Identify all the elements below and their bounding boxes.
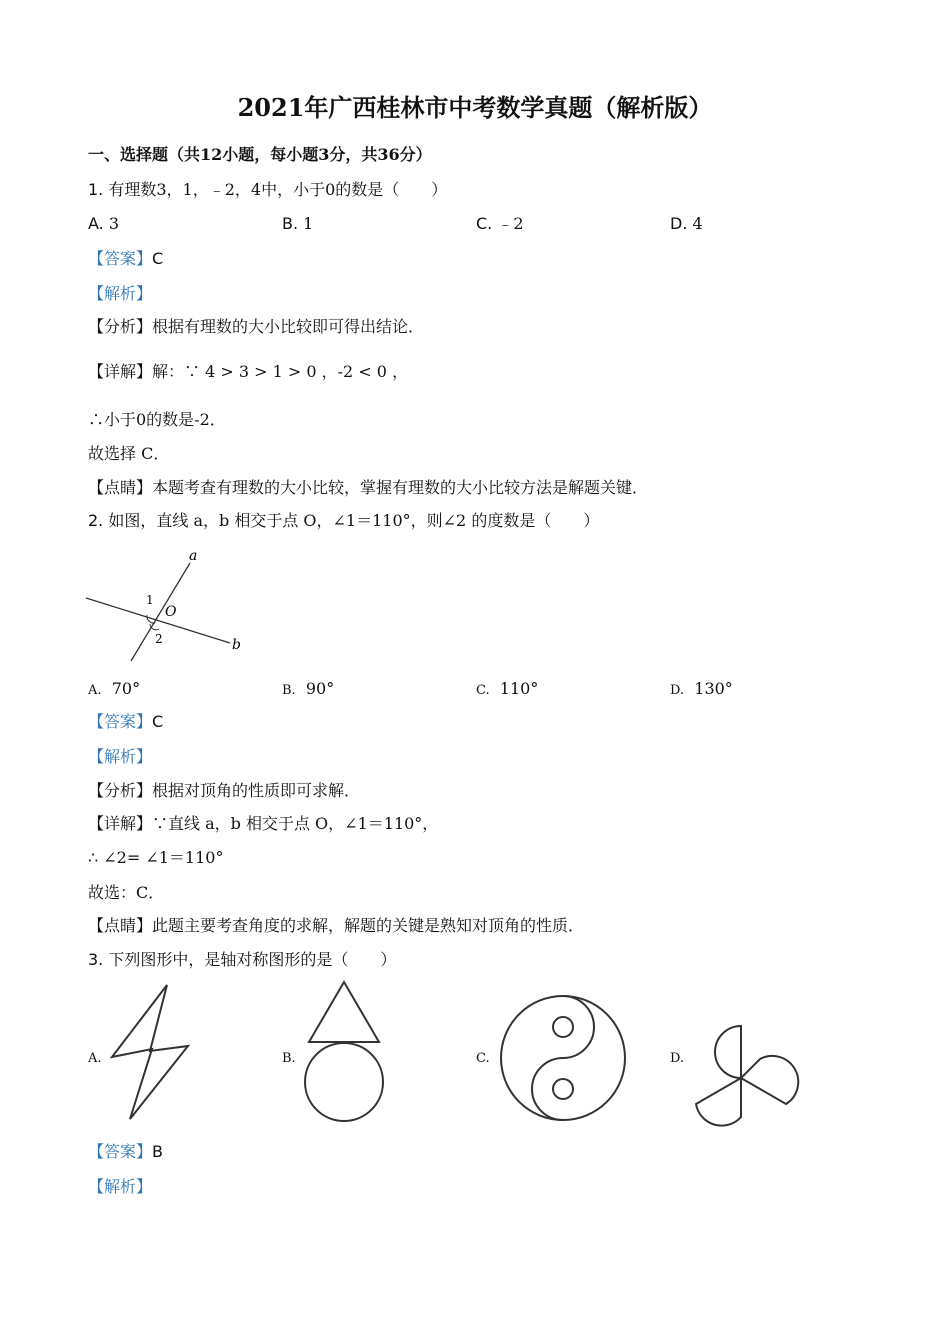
option-label: A. (88, 683, 102, 698)
q3-option-d-label (670, 1046, 684, 1070)
q1-option-d (670, 213, 703, 235)
fenxi-text: 根据有理数的大小比较即可得出结论． (152, 317, 425, 336)
q2-option-c (476, 678, 538, 702)
question-text: 如图，直线 a，b 相交于点 O，∠1＝110°，则∠2 的度数是（ ） (108, 511, 600, 530)
answer-tag: 【答案】 (88, 249, 153, 268)
option-label: A. (88, 214, 104, 233)
option-label: B. (282, 1051, 296, 1066)
q1-analysis-tag: 【解析】 (88, 284, 153, 303)
q1-option-a (88, 213, 119, 235)
q1-choose: 故选择 C． (88, 444, 170, 463)
q2-option-d (670, 678, 733, 702)
option-label: C. (476, 1051, 490, 1066)
question-2-stem (88, 510, 599, 532)
q2-answer (88, 711, 163, 733)
dianjing-text: 本题考查有理数的大小比较，掌握有理数的大小比较方法是解题关键． (152, 478, 649, 497)
answer-value: C (152, 249, 164, 268)
fenxi-tag: 【分析】 (88, 317, 153, 336)
option-text: 130° (694, 679, 733, 698)
xiangjie-tag: 【详解】 (88, 362, 153, 381)
circle-outline (305, 1043, 383, 1121)
q1-dianjing (88, 477, 648, 499)
lightning-outline (112, 985, 188, 1119)
q1-step2: ∴小于0的数是-2． (88, 410, 226, 429)
option-label: B. (282, 214, 299, 233)
question-3-stem (88, 949, 396, 971)
option-text: 3 (108, 214, 120, 233)
xiangjie-text: 解：∵ 4 > 3 > 1 > 0 ，-2 < 0 ， (152, 362, 409, 381)
q1-option-b (282, 213, 313, 235)
label-b: b (232, 637, 241, 653)
label-o: O (165, 604, 177, 620)
blade-1 (715, 1026, 741, 1078)
option-label: A. (88, 1051, 102, 1066)
option-label: C. (476, 683, 490, 698)
q3-option-c-label (476, 1046, 490, 1070)
q1-xiangjie (88, 361, 408, 383)
triangle-outline (309, 982, 379, 1042)
question-number: 2. (88, 511, 104, 530)
q2-fenxi (88, 780, 360, 802)
q2-choose: 故选：C． (88, 883, 165, 902)
label-a: a (189, 548, 198, 564)
xiangjie-text: ∵直线 a，b 相交于点 O，∠1＝110°， (152, 814, 439, 833)
yin-yang-shape (497, 992, 629, 1124)
triangle-circle-shape (300, 978, 390, 1126)
q3-option-b-label (282, 1046, 296, 1070)
q3-analysis-tag: 【解析】 (88, 1177, 153, 1196)
dianjing-tag: 【点睛】 (88, 478, 153, 497)
page-title: 2021年广西桂林市中考数学真题（解析版） (237, 93, 713, 122)
q3-answer (88, 1141, 163, 1163)
answer-value: B (152, 1142, 163, 1161)
q2-dianjing (88, 915, 584, 937)
option-text: 90° (305, 679, 335, 698)
option-text: 1 (303, 214, 314, 233)
section-heading: 一、选择题（共12小题，每小题3分，共36分） (88, 145, 432, 164)
intersecting-lines-figure (80, 545, 260, 670)
dianjing-text: 此题主要考查角度的求解，解题的关键是熟知对顶角的性质． (152, 916, 585, 935)
option-label: D. (670, 1051, 685, 1066)
question-text: 下列图形中，是轴对称图形的是（ ） (108, 950, 397, 969)
q2-option-a (88, 678, 140, 702)
q3-option-a-label (88, 1046, 102, 1070)
q2-option-b (282, 678, 334, 702)
q2-analysis-tag: 【解析】 (88, 747, 153, 766)
option-label: D. (670, 214, 688, 233)
fenxi-tag: 【分析】 (88, 781, 153, 800)
q1-answer (88, 248, 163, 270)
q2-xiangjie (88, 813, 438, 835)
pinwheel-shape (690, 1020, 800, 1125)
answer-tag: 【答案】 (88, 712, 153, 731)
label-angle-2: 2 (155, 632, 163, 646)
option-label: D. (670, 683, 685, 698)
answer-value: C (152, 712, 164, 731)
question-number: 1. (88, 180, 104, 199)
question-text: 有理数3，1，﹣2，4中，小于0的数是（ ） (108, 180, 448, 199)
label-angle-1: 1 (146, 593, 154, 607)
q2-step2: ∴ ∠2= ∠1＝110° (88, 848, 224, 867)
lower-dot (553, 1079, 573, 1099)
option-label: C. (476, 214, 493, 233)
q1-option-c (476, 213, 524, 235)
angle-2-arc (150, 624, 159, 630)
s-curve (532, 996, 594, 1120)
dianjing-tag: 【点睛】 (88, 916, 153, 935)
blade-3 (696, 1078, 741, 1126)
fenxi-text: 根据对顶角的性质即可求解． (152, 781, 361, 800)
answer-tag: 【答案】 (88, 1142, 153, 1161)
question-1-stem (88, 179, 447, 201)
xiangjie-tag: 【详解】 (88, 814, 153, 833)
q1-fenxi (88, 316, 424, 338)
option-text: 70° (111, 679, 141, 698)
option-text: 110° (499, 679, 539, 698)
line-a (131, 563, 190, 661)
option-text: 4 (692, 214, 703, 233)
lightning-bolt-shape (105, 983, 195, 1123)
question-number: 3. (88, 950, 104, 969)
blade-2 (741, 1056, 798, 1104)
upper-dot (553, 1017, 573, 1037)
option-text: ﹣2 (497, 214, 524, 233)
option-label: B. (282, 683, 296, 698)
